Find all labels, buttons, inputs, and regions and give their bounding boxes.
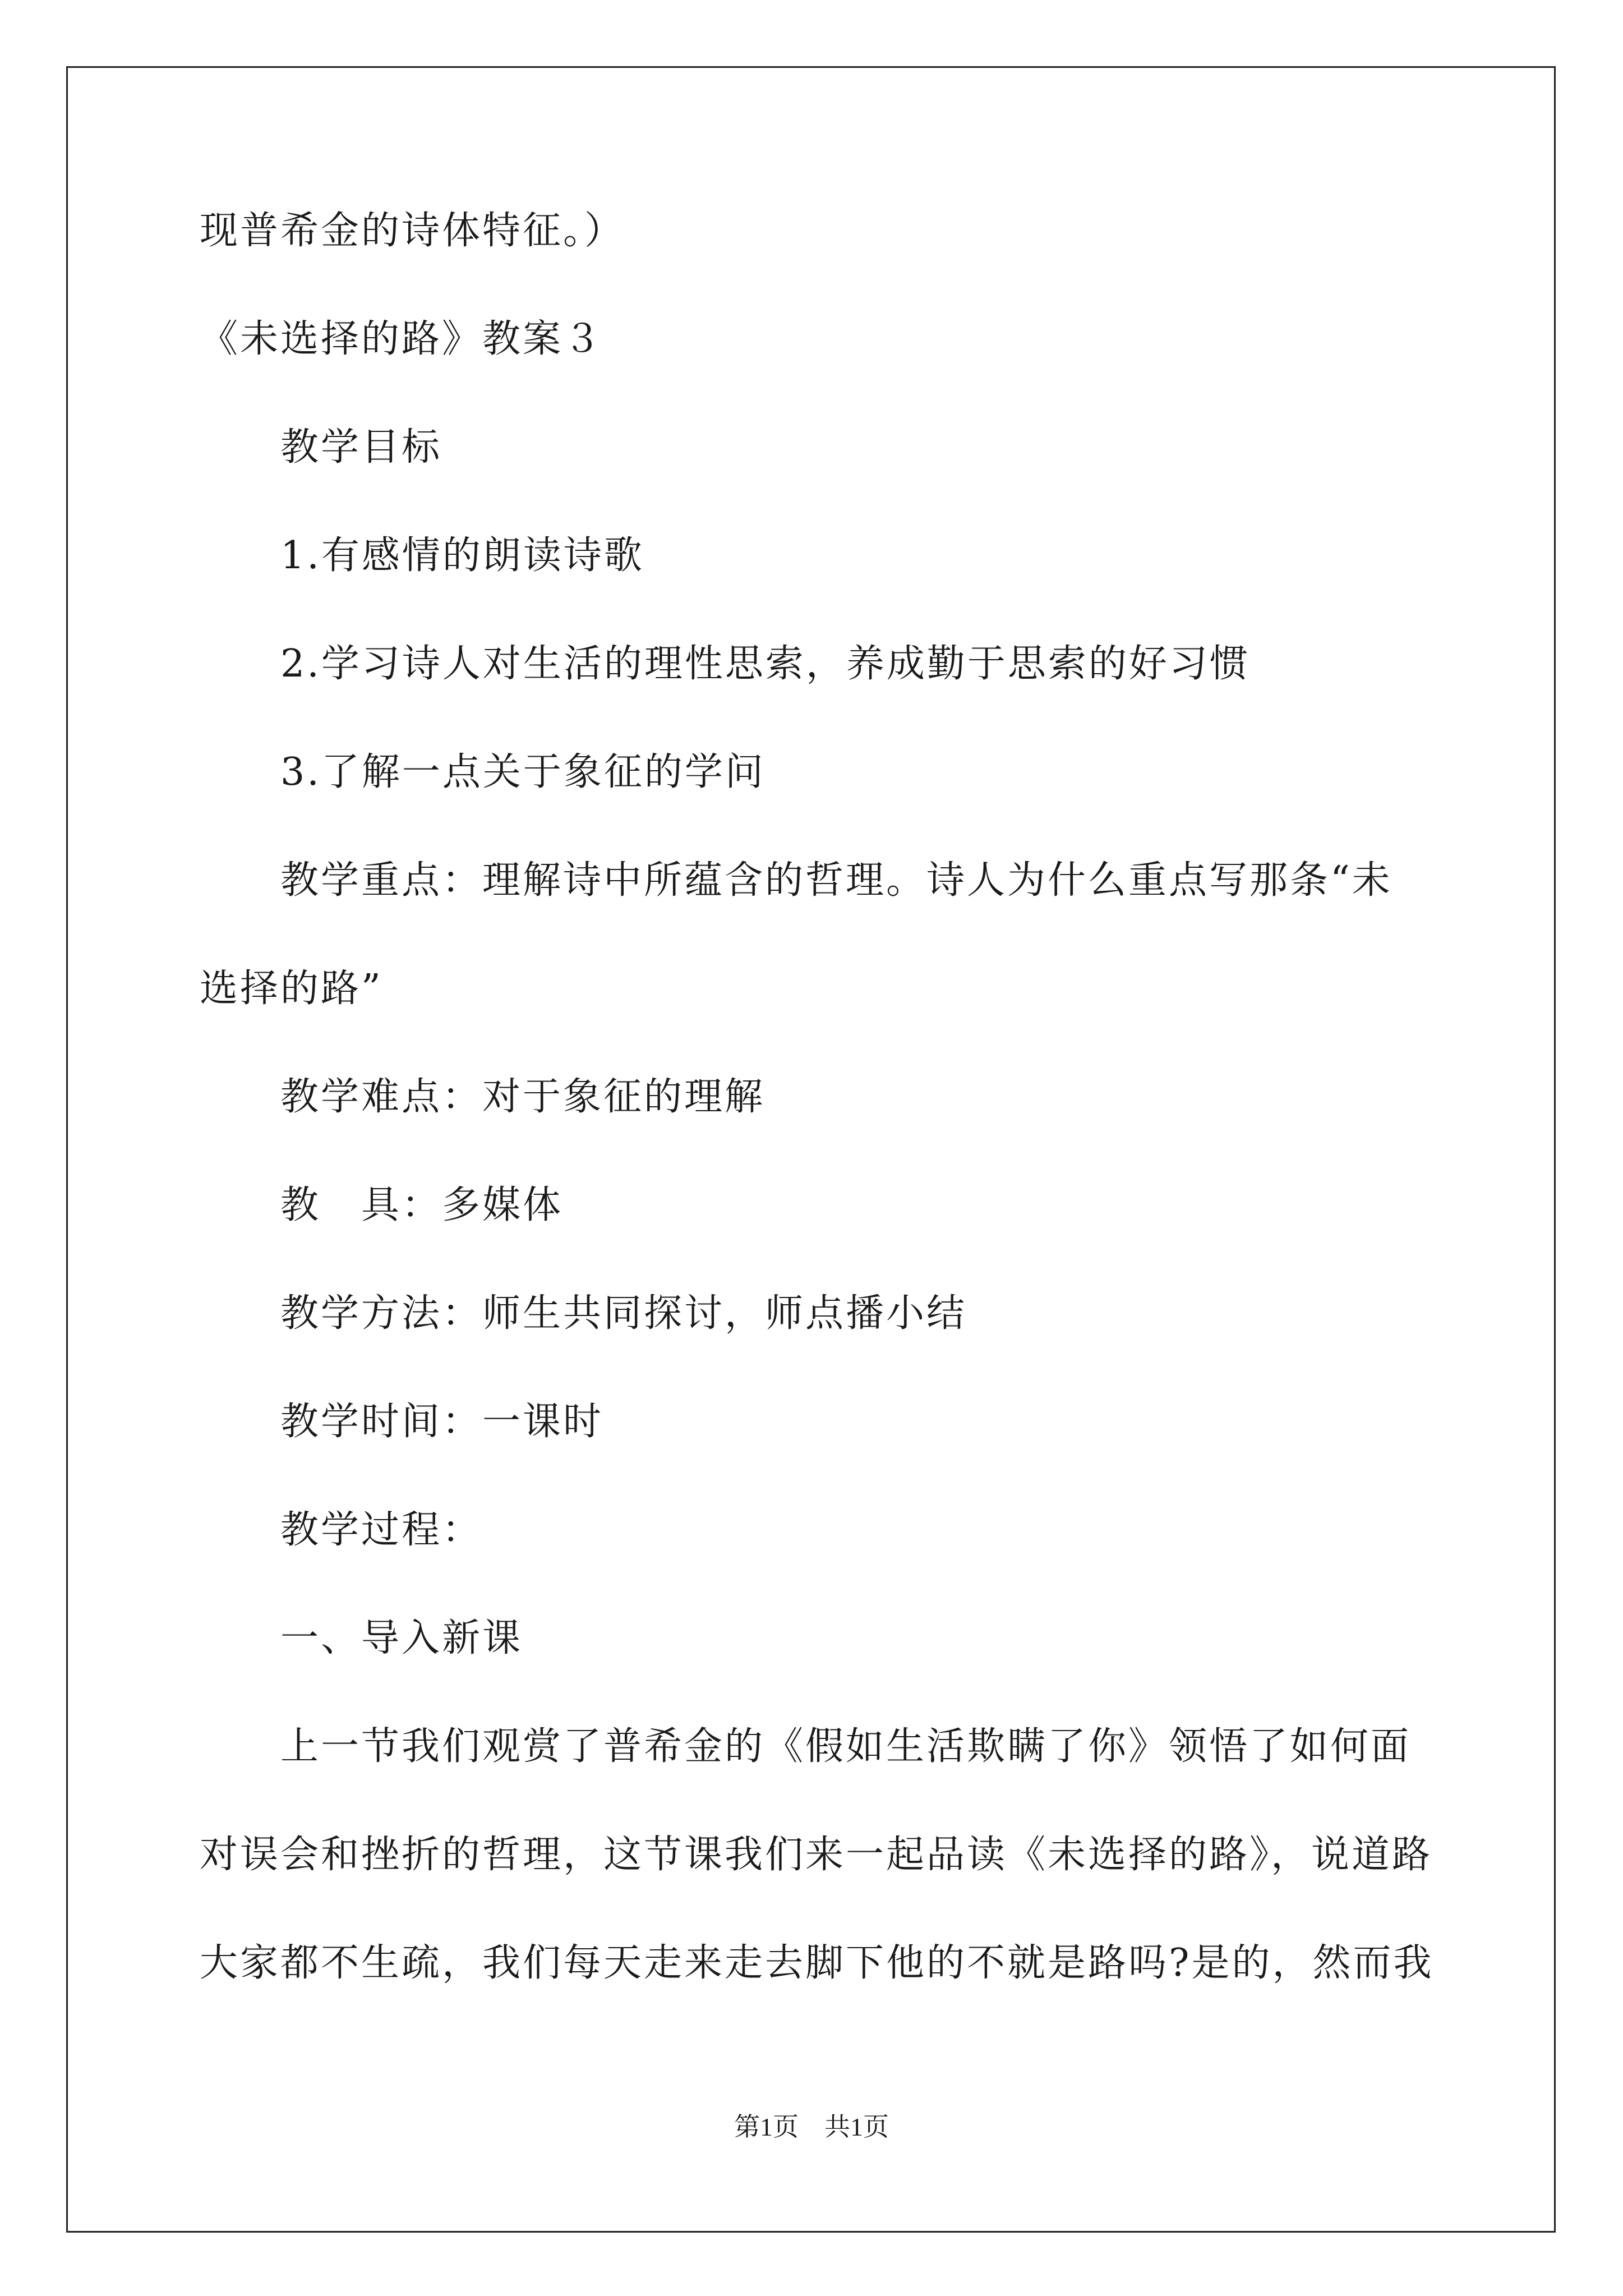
text-line: 现普希金的诗体特征。） <box>200 209 625 253</box>
page-border <box>66 66 1556 2233</box>
text-line: 教学过程： <box>280 1508 483 1552</box>
text-line: 对误会和挫折的哲理，这节课我们来一起品读《未选择的路》，说道路 <box>200 1833 1433 1877</box>
text-line: 选择的路” <box>200 967 383 1011</box>
text-line: 一、导入新课 <box>280 1616 523 1660</box>
page-footer: 第1页 共1页 <box>734 2113 889 2141</box>
text-line: 大家都不生疏，我们每天走来走去脚下他的不就是路吗?是的，然而我 <box>200 1941 1434 1985</box>
text-line: 教学时间：一课时 <box>280 1400 604 1444</box>
text-line: 教学重点：理解诗中所蕴含的哲理。诗人为什么重点写那条“未 <box>280 858 1393 903</box>
text-line: 2.学习诗人对生活的理性思索，养成勤于思索的好习惯 <box>280 642 1250 686</box>
text-line: 教学目标 <box>280 425 442 470</box>
text-line: 教学难点：对于象征的理解 <box>280 1075 766 1119</box>
text-line: 教 具：多媒体 <box>280 1183 564 1227</box>
section-title: 《未选择的路》教案３ <box>200 317 604 361</box>
text-line: 3.了解一点关于象征的学问 <box>280 750 766 794</box>
text-line: 1.有感情的朗读诗歌 <box>280 533 644 578</box>
text-line: 教学方法：师生共同探讨，师点播小结 <box>280 1291 967 1336</box>
text-line: 上一节我们观赏了普希金的《假如生活欺瞒了你》领悟了如何面 <box>280 1724 1412 1769</box>
